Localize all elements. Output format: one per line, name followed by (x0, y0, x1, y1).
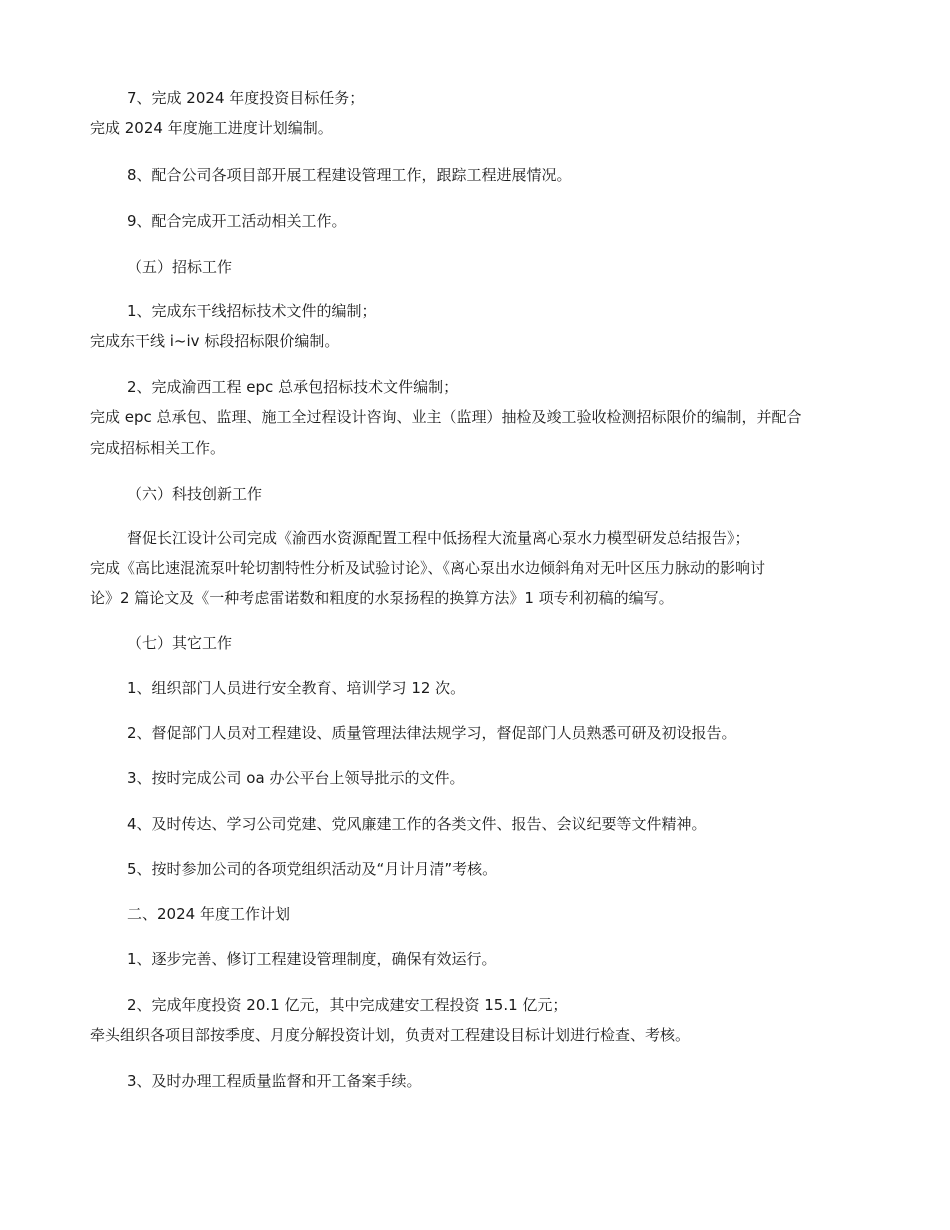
paragraph-line: 9、配合完成开工活动相关工作。 (127, 212, 347, 230)
section-heading: （七）其它工作 (127, 634, 233, 652)
paragraph-line: 2、完成渝西工程 epc 总承包招标技术文件编制； (127, 378, 459, 396)
section-heading: （六）科技创新工作 (127, 485, 263, 503)
paragraph-line: 完成招标相关工作。 (90, 439, 226, 457)
paragraph-line: 5、按时参加公司的各项党组织活动及“月计月清”考核。 (127, 860, 498, 878)
paragraph-line: 论》2 篇论文及《一种考虑雷诺数和粗度的水泵扬程的换算方法》1 项专利初稿的编写。 (90, 589, 674, 607)
paragraph-line: 8、配合公司各项目部开展工程建设管理工作，跟踪工程进展情况。 (127, 166, 572, 184)
paragraph-line: 牵头组织各项目部按季度、月度分解投资计划，负责对工程建设目标计划进行检查、考核。 (90, 1026, 691, 1044)
paragraph-line: 2、督促部门人员对工程建设、质量管理法律法规学习，督促部门人员熟悉可研及初设报告。 (127, 724, 737, 742)
section-heading: （五）招标工作 (127, 258, 233, 276)
paragraph-line: 完成东干线 i~iv 标段招标限价编制。 (90, 332, 340, 350)
paragraph-line: 督促长江设计公司完成《渝西水资源配置工程中低扬程大流量离心泵水力模型研发总结报告》； (127, 529, 750, 547)
paragraph-line: 3、及时办理工程质量监督和开工备案手续。 (127, 1072, 422, 1090)
paragraph-line: 1、完成东干线招标技术文件的编制； (127, 302, 377, 320)
paragraph-line: 4、及时传达、学习公司党建、党风廉建工作的各类文件、报告、会议纪要等文件精神。 (127, 815, 707, 833)
paragraph-line: 完成 epc 总承包、监理、施工全过程设计咨询、业主（监理）抽检及竣工验收检测招标限价的编制，并配合 (90, 408, 802, 426)
paragraph-line: 2、完成年度投资 20.1 亿元，其中完成建安工程投资 15.1 亿元； (127, 996, 568, 1014)
paragraph-line: 1、组织部门人员进行安全教育、培训学习 12 次。 (127, 679, 466, 697)
section-heading: 二、2024 年度工作计划 (127, 905, 290, 923)
paragraph-line: 1、逐步完善、修订工程建设管理制度，确保有效运行。 (127, 950, 497, 968)
paragraph-line: 完成 2024 年度施工进度计划编制。 (90, 119, 333, 137)
paragraph-line: 3、按时完成公司 oa 办公平台上领导批示的文件。 (127, 769, 465, 787)
paragraph-line: 7、完成 2024 年度投资目标任务； (127, 89, 365, 107)
paragraph-line: 完成《高比速混流泵叶轮切割特性分析及试验讨论》、《离心泵出水边倾斜角对无叶区压力脉动的影响讨 (90, 559, 766, 577)
